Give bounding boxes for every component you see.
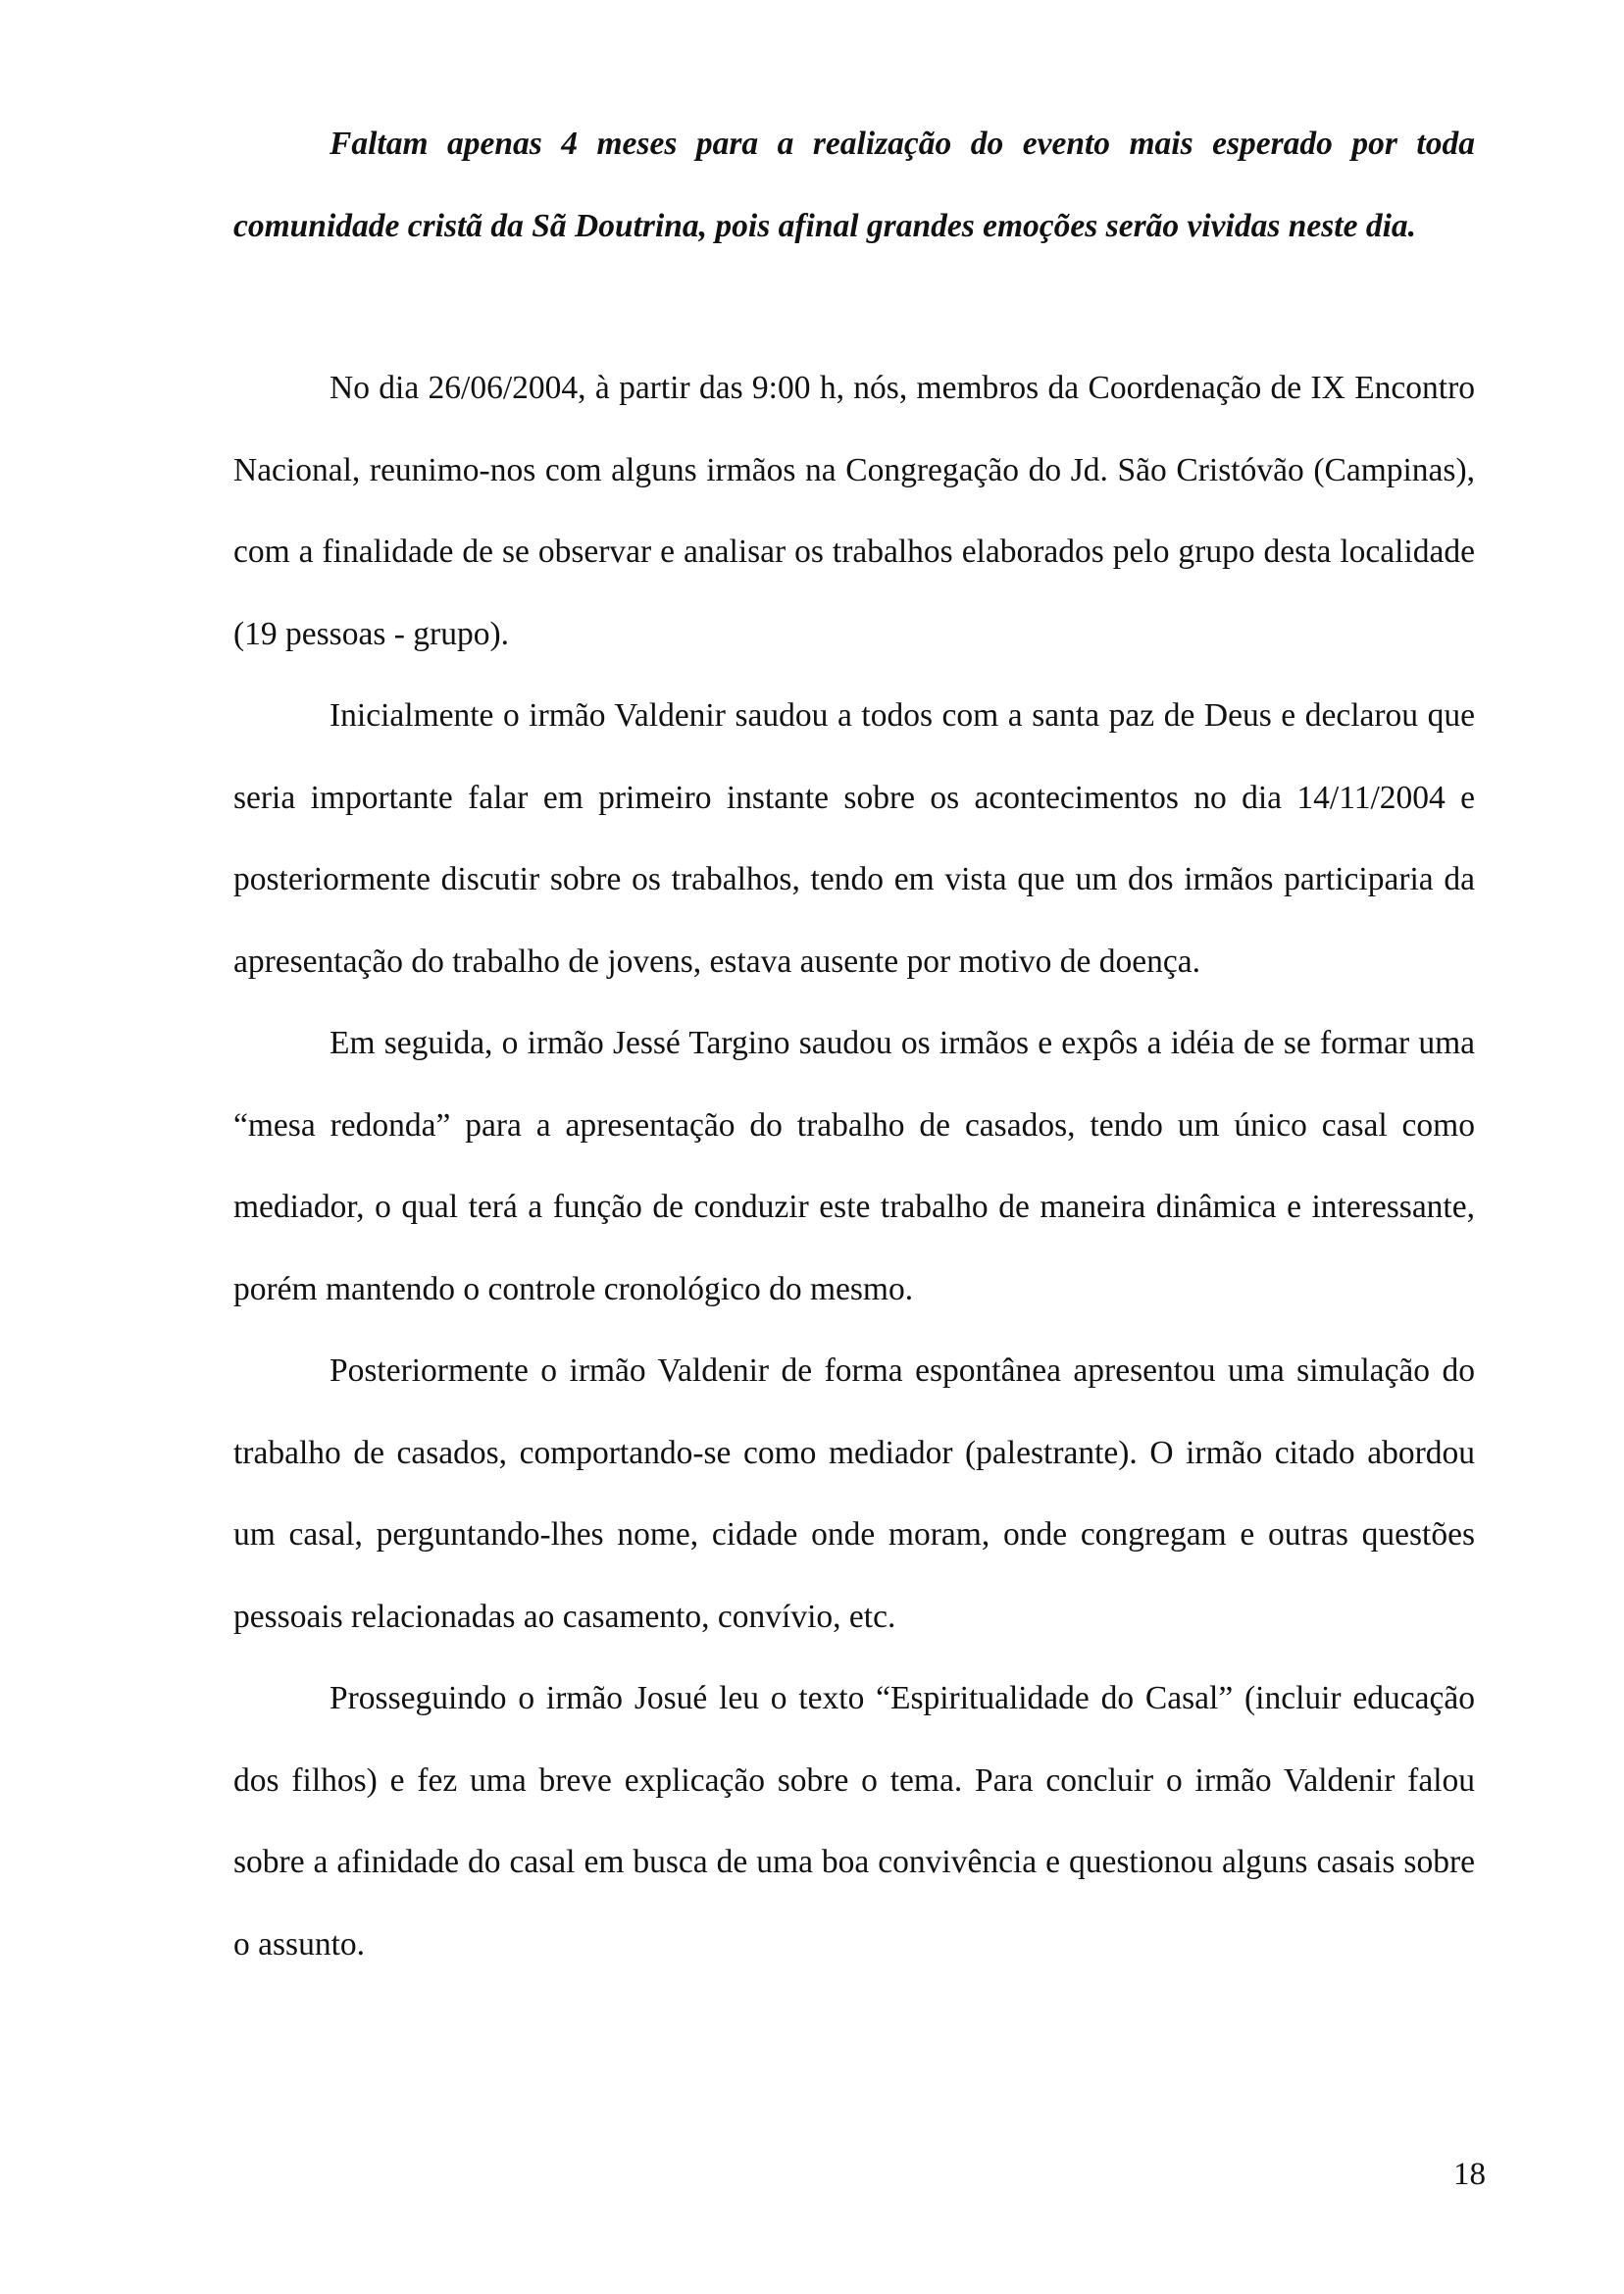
paragraph-valdenir-greeting: Inicialmente o irmão Valdenir saudou a todos com a santa paz de Deus e declarou que seria importante falar em primeiro instante sobre os acontecimentos no dia 14/11/2004 e posteriormente discutir sobre os trabalhos, tendo em vista que um dos irmãos participaria da apresentação do trabalho de jovens, estava ausente por motivo de doença. <box>233 697 1475 980</box>
paragraph-meeting-date: No dia 26/06/2004, à partir das 9:00 h, nós, membros da Coordenação de IX Encontro Nacional, reunimo-nos com alguns irmãos na Congregação do Jd. São Cristóvão (Campinas), com a finalidade de se observar e analisar os trabalhos elaborados pelo grupo desta localidade (19 pessoas - grupo). <box>233 370 1475 652</box>
intro-paragraph: Faltam apenas 4 meses para a realização do evento mais esperado por toda comunidade cristã da Sã Doutrina, pois afinal grandes emoções serão vividas neste dia. <box>233 126 1475 244</box>
paragraph-simulation: Posteriormente o irmão Valdenir de forma espontânea apresentou uma simulação do trabalho de casados, comportando-se como mediador (palestrante). O irmão citado abordou um casal, perguntando-lhes nome, cidade onde moram, onde congregam e outras questões pessoais relacionadas ao casamento, convívio, etc. <box>233 1352 1475 1635</box>
paragraph-josue-reading: Prosseguindo o irmão Josué leu o texto “Espiritualidade do Casal” (incluir educação dos filhos) e fez uma breve explicação sobre o tema. Para concluir o irmão Valdenir falou sobre a afinidade do casal em busca de uma boa convivência e questionou alguns casais sobre o assunto. <box>233 1680 1475 1963</box>
page-number: 18 <box>1453 2157 1486 2192</box>
document-page <box>233 103 1475 1985</box>
paragraph-jesse-round-table: Em seguida, o irmão Jessé Targino saudou os irmãos e expôs a idéia de se formar uma “mesa redonda” para a apresentação do trabalho de casados, tendo um único casal como mediador, o qual terá a função de conduzir este trabalho de maneira dinâmica e interessante, porém mantendo o controle cronológico do mesmo. <box>233 1025 1475 1307</box>
